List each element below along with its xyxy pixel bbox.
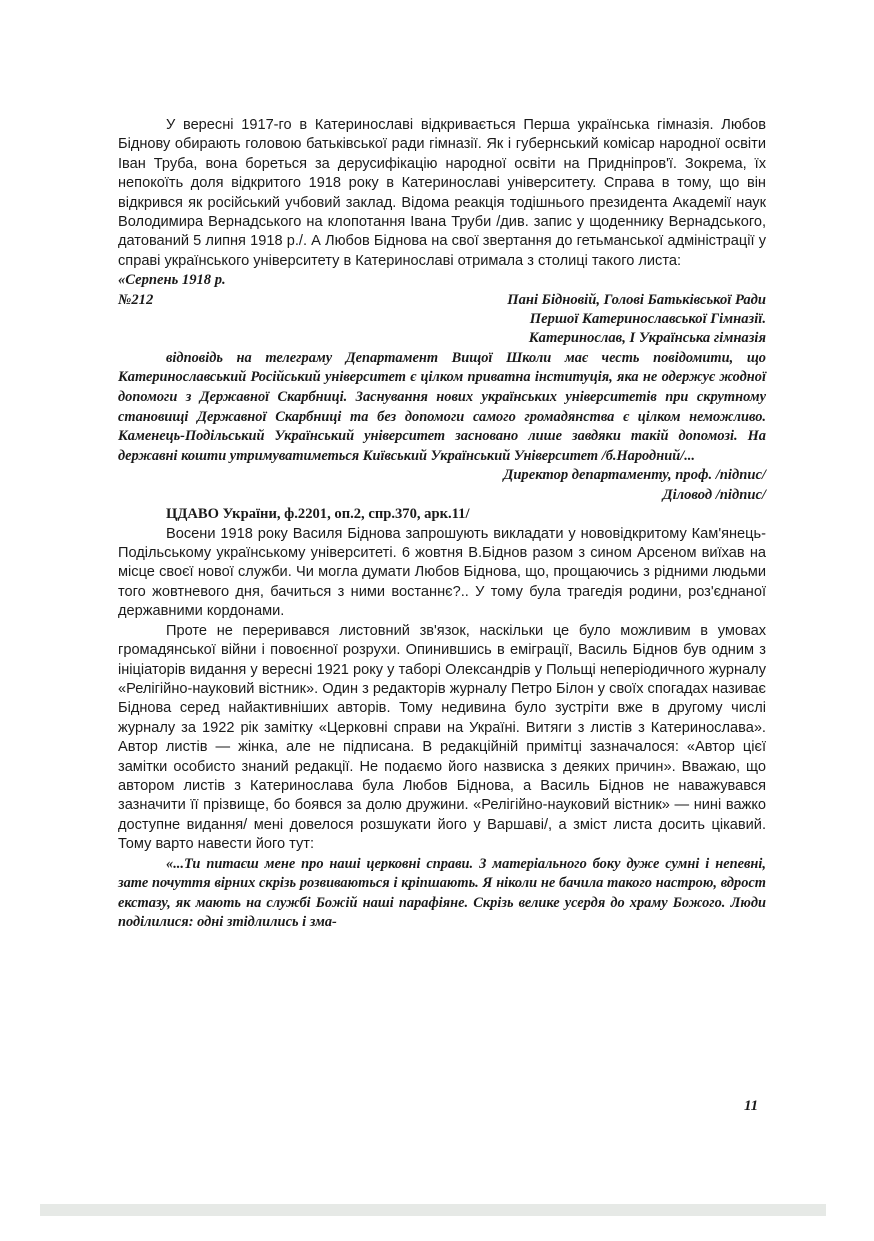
archive-reference: ЦДАВО України, ф.2201, оп.2, спр.370, арк.11/: [166, 506, 470, 523]
letter-address-line-2: Першої Катеринославської Гімназії.: [529, 311, 766, 328]
page-content: [118, 116, 766, 933]
page-number: 11: [744, 1098, 759, 1114]
paragraph-1: У вересні 1917-го в Катеринославі відкривається Перша українська гімназія. Любов Біднову обирають головою батьківської ради гімназії. Як і губернський комісар народної освіти Іван Труба, вона бореться за дерусифікацію народної освіти на Придніпров'ї. Зокрема, їх непокоїть доля відкритого 1918 року в Катеринославі університету. Справа в тому, що він відкрився як російський учбовий заклад. Відома реакція тодішнього президента Академії наук Володимира Вернадського на клопотання Івана Труби /див. запис у щоденнику Вернадського, датований 5 липня 1918 р./. А Любов Біднова на свої звертання до гетьманської адміністрації у справі українського університету в Катеринославі отримала з столиці такого листа:: [118, 117, 766, 269]
letter-signatures: [118, 466, 766, 505]
quote-letter-2: «...Ти питаєш мене про наші церковні справи. З матеріального боку дуже сумні і непевні, зате почуття вірних скрізь розвиваються і кріпшають. Я ніколи не бачила такого настрою, вдрост екстазу, як мають на службі Божій наші парафіяне. Скрізь велике усердя до храму Божого. Люди поділилися: одні зтідлились і зма-: [118, 855, 766, 931]
paragraph-2: Восени 1918 року Василя Біднова запрошують викладати у нововідкритому Кам'янець-Подільському українському університеті. 6 жовтня В.Біднов разом з сином Арсеном виїхав на місце своєї нової служби. Чи могла думати Любов Біднова, що, прощаючись з рідними людьми того жовтневого дня, бачиться з ними востаннє?.. У тому була трагедія родини, роз'єднаної державними кордонами.: [118, 525, 766, 620]
letter-signature-clerk: Діловод /підпис/: [662, 486, 766, 503]
letter-signature-director: Директор департаменту, проф. /підпис/: [503, 467, 766, 484]
scan-edge-band: [40, 1204, 826, 1216]
letter-number: №212: [118, 291, 154, 308]
letter-number-row: [118, 291, 766, 310]
letter-header: [118, 271, 766, 349]
letter-date: «Серпень 1918 р.: [118, 272, 226, 289]
letter-address-line-1: Пані Бідновій, Голові Батьківської Ради: [507, 291, 766, 308]
paragraph-3: Проте не переривався листовний зв'язок, наскільки це було можливим в умовах громадянської війни і повоєнної розрухи. Опинившись в еміграції, Василь Біднов був одним з ініціаторів видання у вересні 1921 року у таборі Олександрів у Польщі неперіодичного журналу «Релігійно-науковий вістник». Один з редакторів журналу Петро Білон у своїх спогадах називає Біднова серед найактивніших авторів. Тому недивина було зустріти вже в другому числі журналу за 1922 рік замітку «Церковні справи на Україні. Витяги з листів з Катеринослава». Автор листів — жінка, але не підписана. В редакційній примітці зазначалося: «Автор цієї замітки особисто знаний редакції. Не подаємо його назвиска з деяких причин». Вважаю, що автором листів з Катеринослава була Любов Біднова, а Василь Біднов не наважувався зазначити її прізвище, бо боявся за долю дружини. «Релігійно-науковий вістник» — нині важко доступне видання/ мені довелося розшукати його у Варшаві/, а зміст листа досить цікавий. Тому варто навести його тут:: [118, 622, 766, 853]
letter-address-line-3: Катеринослав, І Українська гімназія: [528, 330, 766, 347]
letter-body: відповідь на телеграму Департамент Вищої Школи має честь повідомити, що Катеринославський Російський університет є цілком приватна інституція, яка не одержує жодної допомоги з Державної Скарбниці. Заснування нових українських університетів при скрутному становищі Державної Скарбниці та без допомоги самого громадянства є цілком неможливо. Каменець-Подільський Український університет засновано лише завдяки такій допомозі. На державні кошти утримуватиметься Київський Український Університет /б.Народний/...: [118, 349, 766, 464]
